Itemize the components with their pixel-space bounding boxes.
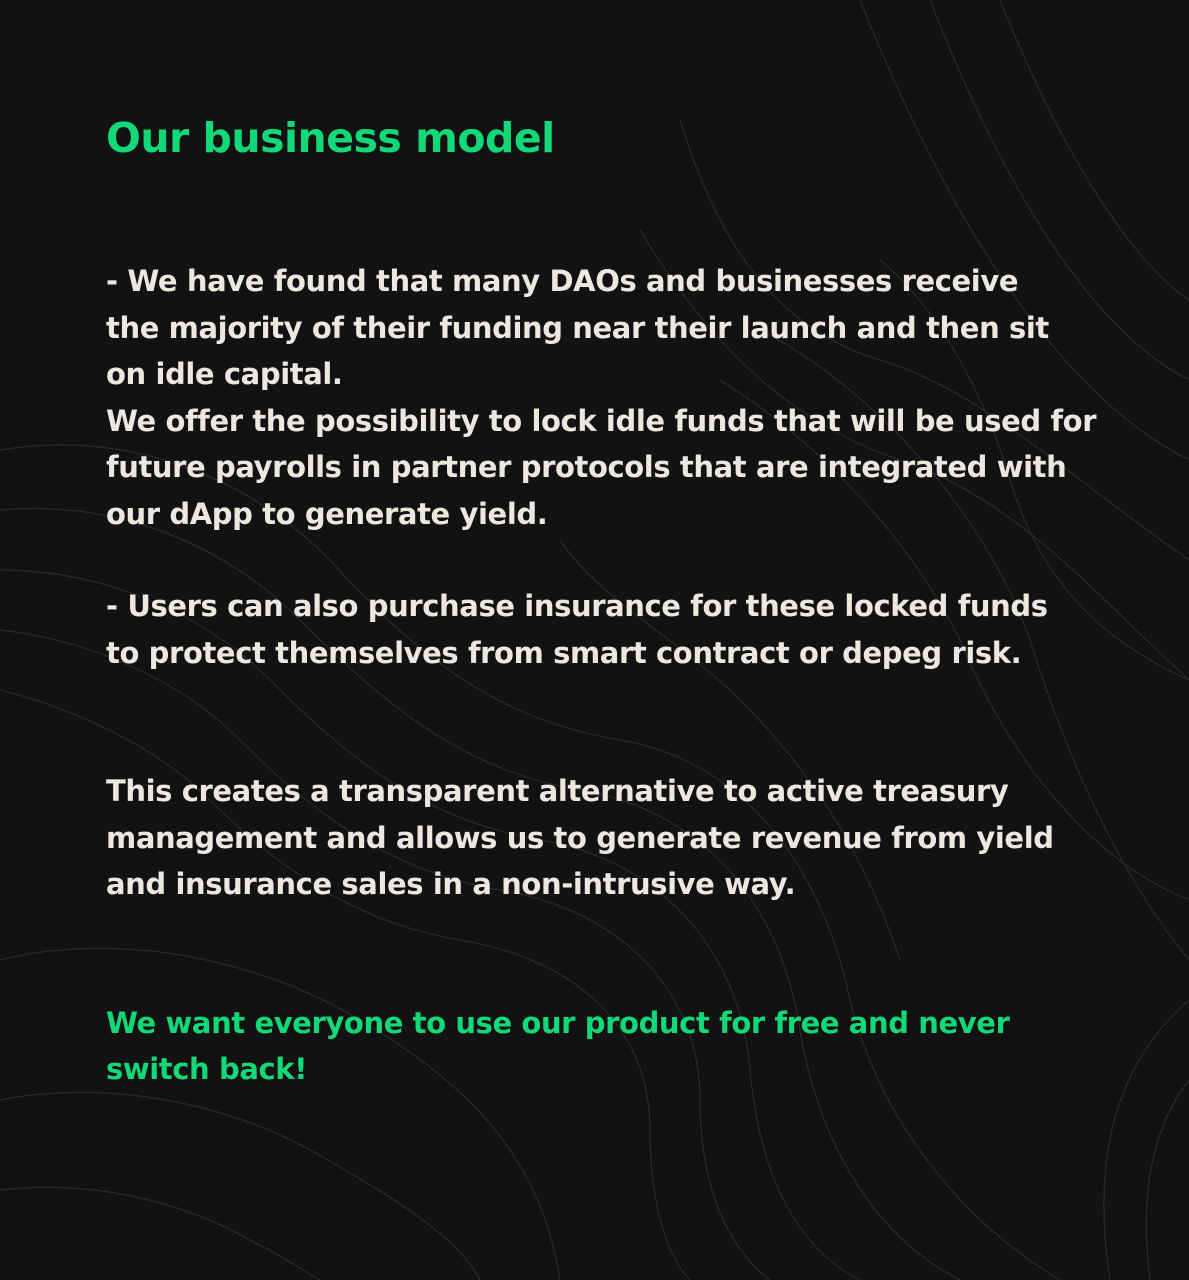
paragraph-insurance: - Users can also purchase insurance for these locked funds to protect themselves from smart contract or depeg risk. (106, 589, 1048, 670)
page-title: Our business model (106, 114, 555, 162)
paragraph-revenue: This creates a transparent alternative to active treasury management and allows us to generate revenue from yield and insurance sales in a non-intrusive way. (106, 774, 1054, 901)
closing-statement: We want everyone to use our product for free and never switch back! (106, 1005, 1010, 1086)
paragraph-idle-capital: - We have found that many DAOs and businesses receive the majority of their funding near their launch and then sit on idle capital. We offer the possibility to lock idle funds that will be used for future payrolls in partner protocols that are integrated with our dApp to generate yield. (106, 264, 1097, 531)
content-column (106, 110, 1136, 1093)
